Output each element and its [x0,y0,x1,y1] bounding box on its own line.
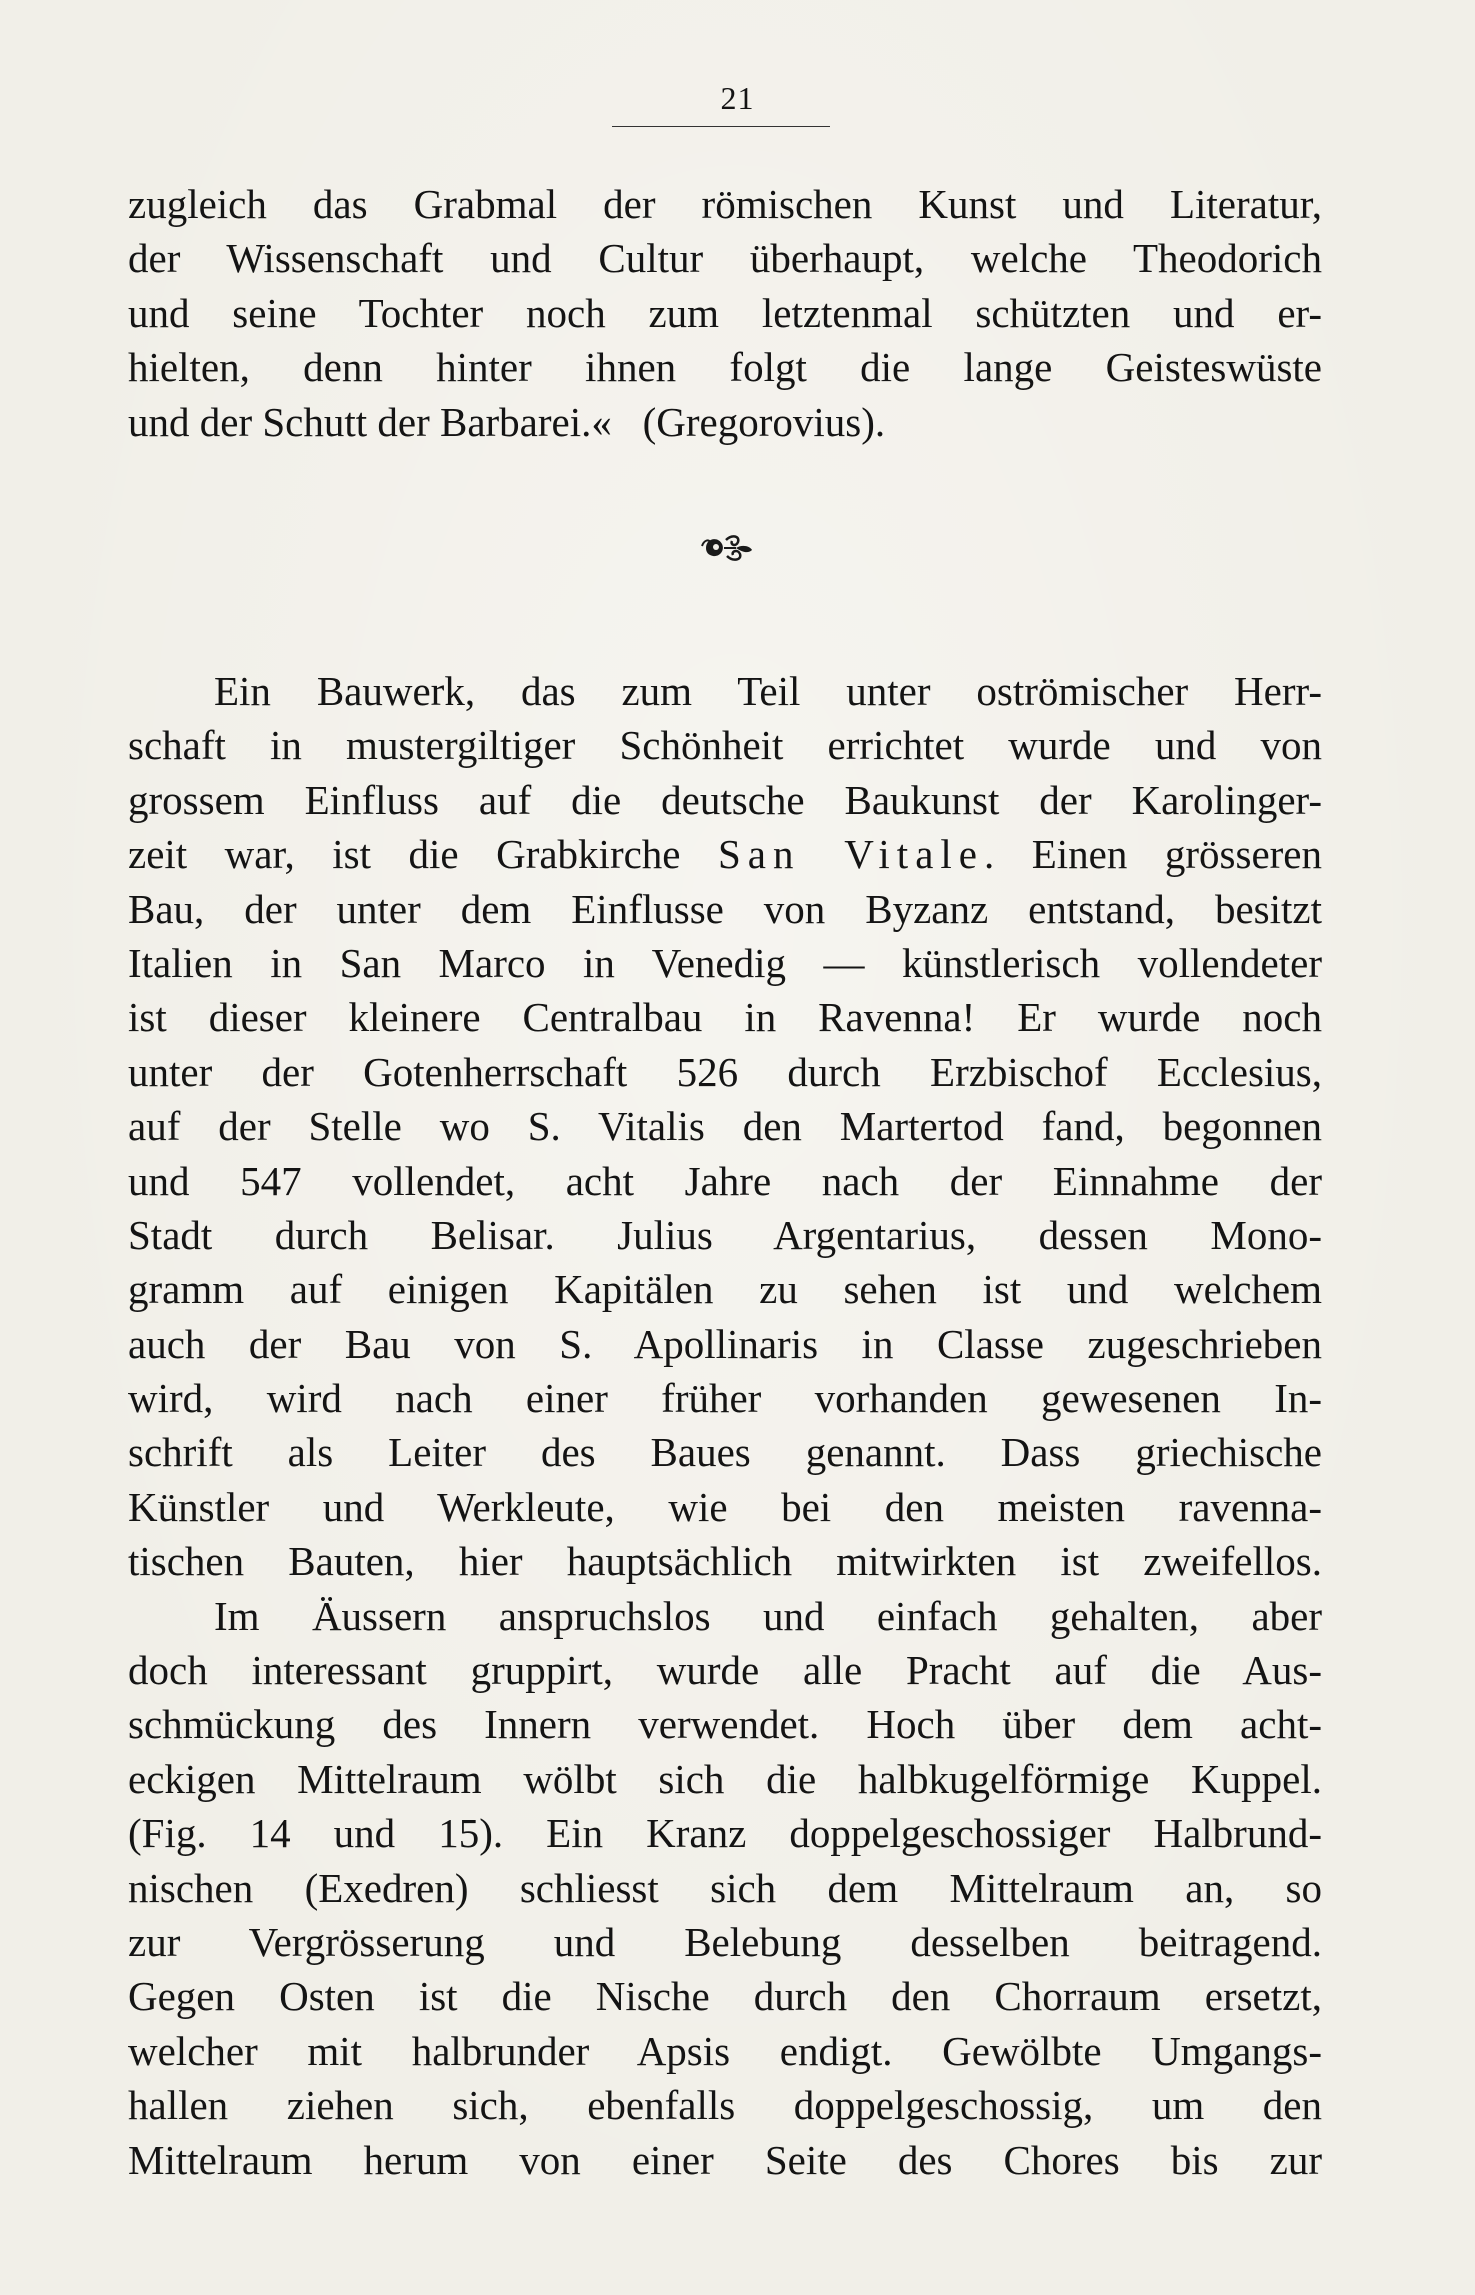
text-line: hielten, denn hinter ihnen folgt die lange Geisteswüste [128,344,1322,391]
text-line: zugleich das Grabmal der römischen Kunst und Literatur, [128,181,1322,227]
text-line: welcher mit halbrunder Apsis endigt. Gewölbte Umgangs- [128,2027,1322,2074]
text-line: ist dieser kleinere Centralbau in Ravenna! Er wurde noch [128,994,1322,1041]
text-line: Stadt durch Belisar. Julius Argentarius, dessen Mono- [128,1211,1322,1258]
text-line: schrift als Leiter des Baues genannt. Dass griechische [128,1429,1322,1476]
page-number: 21 [720,80,755,116]
emphasized-name-san-vitale: San Vitale [718,831,984,878]
text-line: nischen (Exedren) schliesst sich dem Mittelraum an, so [128,1864,1322,1911]
text-line: der Wissenschaft und Cultur überhaupt, welche Theodorich [128,235,1322,282]
text-line: auch der Bau von S. Apollinaris in Classe zugeschrieben [128,1320,1322,1367]
text-line: Ein Bauwerk, das zum Teil unter oströmischer Herr- [214,668,1322,714]
text-line: auf der Stelle wo S. Vitalis den Martertod fand, begonnen [128,1103,1322,1150]
text-line: eckigen Mittelraum wölbt sich die halbkugelförmige Kuppel. [128,1755,1322,1802]
paragraph-gregorovius-quote [128,177,1322,449]
text-line: Künstler und Werkleute, wie bei den meisten ravenna- [128,1483,1322,1530]
text-span: . Einen grösseren [983,831,1322,878]
main-text [128,664,1322,2187]
text-line: grossem Einfluss auf die deutsche Baukunst der Karolinger- [128,776,1322,823]
text-line: tischen Bauten, hier hauptsächlich mitwirkten ist zweifellos. [128,1538,1322,1585]
text-line: schmückung des Innern verwendet. Hoch über dem acht- [128,1701,1322,1748]
text-line: wird, wird nach einer früher vorhanden gewesenen In- [128,1375,1322,1422]
text-line: Im Äussern anspruchslos und einfach gehalten, aber [214,1592,1322,1639]
text-line: und 547 vollendet, acht Jahre nach der Einnahme der [128,1157,1322,1204]
text-line-san-vitale [128,827,1322,881]
text-line: gramm auf einigen Kapitälen zu sehen ist und welchem [128,1266,1322,1313]
text-line: (Fig. 14 und 15). Ein Kranz doppelgeschossiger Halbrund- [128,1810,1322,1857]
text-line: unter der Gotenherrschaft 526 durch Erzbischof Ecclesius, [128,1048,1322,1095]
text-line: doch interessant gruppirt, wurde alle Pracht auf die Aus- [128,1647,1322,1694]
text-line: und seine Tochter noch zum letztenmal schützten und er- [128,289,1322,336]
text-span: zeit war, ist die Grabkirche [128,831,718,878]
text-line: schaft in mustergiltiger Schönheit errichtet wurde und von [128,722,1322,769]
text-line: Gegen Osten ist die Nische durch den Chorraum ersetzt, [128,1973,1322,2020]
text-line: und der Schutt der Barbarei.« (Gregorovius). [128,398,886,445]
text-line: Mittelraum herum von einer Seite des Chores bis zur [128,2136,1322,2183]
text-line: hallen ziehen sich, ebenfalls doppelgeschossig, um den [128,2082,1322,2129]
text-line: Italien in San Marco in Venedig — künstlerisch vollendeter [128,939,1322,986]
floral-ornament-icon [700,530,756,566]
page-header [0,78,1475,118]
header-rule [612,126,830,127]
text-line: zur Vergrösserung und Belebung desselben beitragend. [128,1918,1322,1965]
text-line: Bau, der unter dem Einflusse von Byzanz entstand, besitzt [128,885,1322,932]
